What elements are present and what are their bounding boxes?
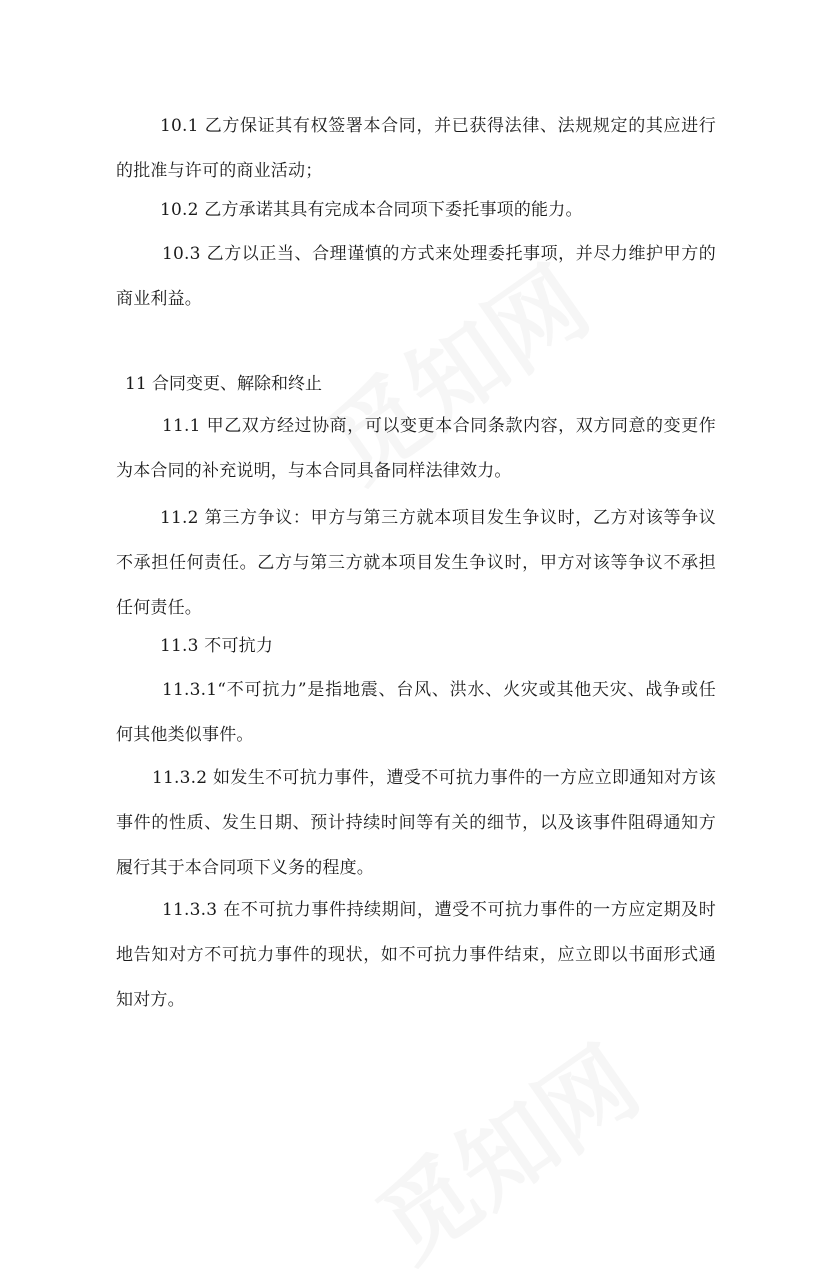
clause-11-3-1: 11.3.1“不可抗力”是指地震、台风、洪水、火灾或其他天灾、战争或任何其他类似事件。 bbox=[116, 680, 716, 745]
clause-11-3-2: 11.3.2 如发生不可抗力事件，遭受不可抗力事件的一方应立即通知对方该事件的性质、发生日期、预计持续时间等有关的细节，以及该事件阻碍通知方履行其于本合同项下义务的程度。 bbox=[116, 768, 716, 878]
clause-11-2: 11.2 第三方争议：甲方与第三方就本项目发生争议时，乙方对该等争议不承担任何责任。乙方与第三方就本项目发生争议时，甲方对该等争议不承担任何责任。 bbox=[116, 508, 716, 618]
clause-10-3: 10.3 乙方以正当、合理谨慎的方式来处理委托事项，并尽力维护甲方的商业利益。 bbox=[116, 244, 716, 309]
clause-11-3-3: 11.3.3 在不可抗力事件持续期间，遭受不可抗力事件的一方应定期及时地告知对方不可抗力事件的现状，如不可抗力事件结束，应立即以书面形式通知对方。 bbox=[116, 900, 716, 1010]
clause-10-2: 10.2 乙方承诺其具有完成本合同项下委托事项的能力。 bbox=[160, 200, 583, 220]
clause-10-1: 10.1 乙方保证其有权签署本合同，并已获得法律、法规规定的其应进行的批准与许可的商业活动； bbox=[116, 116, 716, 181]
clause-11-3: 11.3 不可抗力 bbox=[160, 636, 274, 656]
watermark-logo-bottom bbox=[347, 1010, 661, 1287]
section-11-heading: 11 合同变更、解除和终止 bbox=[125, 374, 323, 394]
clause-11-1: 11.1 甲乙双方经过协商，可以变更本合同条款内容，双方同意的变更作为本合同的补充说明，与本合同具备同样法律效力。 bbox=[116, 416, 716, 481]
